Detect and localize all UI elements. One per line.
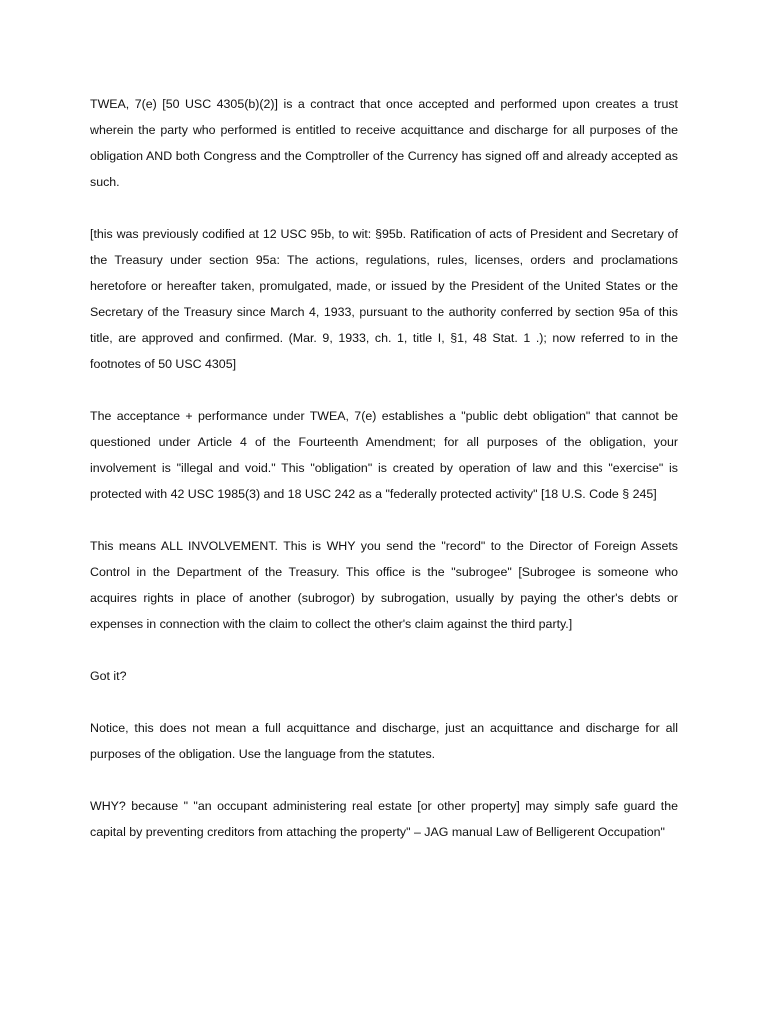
paragraph-got-it: Got it? [90,669,127,683]
paragraph-twea-contract: TWEA, 7(e) [50 USC 4305(b)(2)] is a contract that once accepted and performed upon creates a trust wherein the party who performed is entitled to receive acquittance and discharge for all purposes of the obligation AND both Congress and the Comptroller of the Currency has signed off and already accepted as such. [90,97,678,189]
paragraph-public-debt-obligation: The acceptance + performance under TWEA, 7(e) establishes a "public debt obligation" that cannot be questioned under Article 4 of the Fourteenth Amendment; for all purposes of the obligation, your involvement is "illegal and void." This "obligation" is created by operation of law and this "exercise" is protected with 42 USC 1985(3) and 18 USC 242 as a "federally protected activity" [18 U.S. Code § 245] [90,409,678,501]
document-body [90,91,678,871]
paragraph-notice: Notice, this does not mean a full acquittance and discharge, just an acquittance and discharge for all purposes of the obligation. Use the language from the statutes. [90,721,678,761]
paragraph-why-because: WHY? because " "an occupant administering real estate [or other property] may simply safe guard the capital by preventing creditors from attaching the property" – JAG manual Law of Belligerent Occupation" [90,799,678,839]
paragraph-all-involvement: This means ALL INVOLVEMENT. This is WHY you send the "record" to the Director of Foreign Assets Control in the Department of the Treasury. This office is the "subrogee" [Subrogee is someone who acquires rights in place of another (subrogor) by subrogation, usually by paying the other's debts or expenses in connection with the claim to collect the other's claim against the third party.] [90,539,678,631]
paragraph-12-usc-95b: [this was previously codified at 12 USC 95b, to wit: §95b. Ratification of acts of President and Secretary of the Treasury under section 95a: The actions, regulations, rules, licenses, orders and proclamations heretofore or hereafter taken, promulgated, made, or issued by the President of the United States or the Secretary of the Treasury since March 4, 1933, pursuant to the authority conferred by section 95a of this title, are approved and confirmed. (Mar. 9, 1933, ch. 1, title I, §1, 48 Stat. 1 .); now referred to in the footnotes of 50 USC 4305] [90,227,678,371]
